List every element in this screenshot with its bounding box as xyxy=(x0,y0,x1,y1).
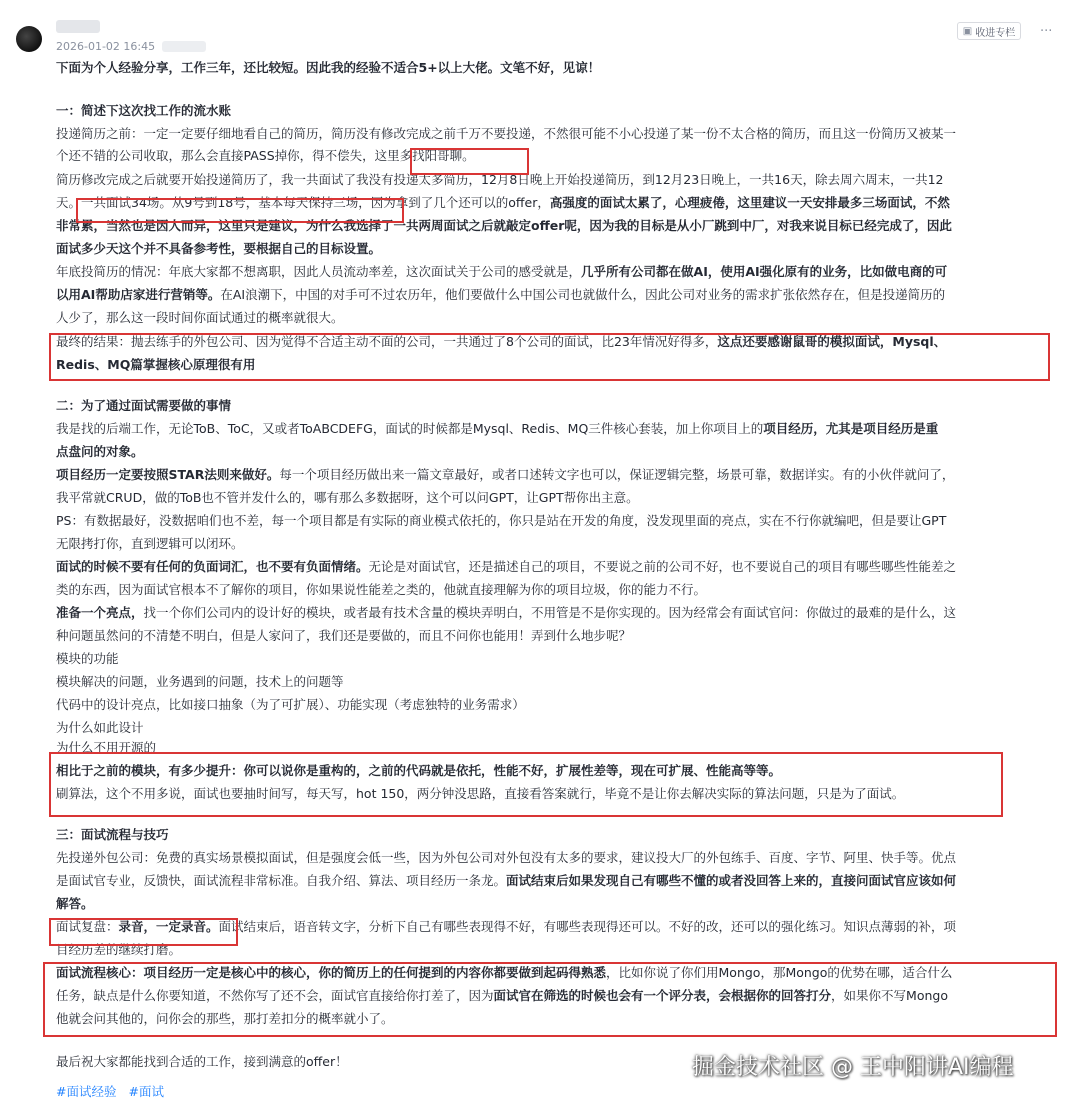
text-segment: 面试结束后，语音转文字，分析下自己有哪些表现得不好，有哪些表现得还可以。不好的改，还可以的强化练习。知识点薄弱的补，项 xyxy=(218,919,957,934)
text-segment: PS：有数据最好，没数据咱们也不差，每一个项目都是有实际的商业模式依托的，你只是站在开发的角度，没发现里面的亮点，实在不行你就编吧，但是要让GPT xyxy=(56,513,947,528)
collect-to-column-button[interactable] xyxy=(957,22,1021,40)
folder-icon: ▣ xyxy=(962,25,973,37)
text-segment: 高强度的面试太累了，心理疲倦，这里建议一天安排最多三场面试，不然 xyxy=(549,195,950,210)
text-segment: 为什么不用开源的 xyxy=(56,740,157,755)
text-segment: 种问题虽然问的不清楚不明白，但是人家问了，我们还是要做的，而且不问你也能用！弄到什么地步呢？ xyxy=(56,628,632,643)
text-line xyxy=(56,871,956,891)
text-line xyxy=(56,170,944,190)
tag-interview-experience[interactable]: #面试经验 xyxy=(56,1084,117,1099)
text-line xyxy=(56,603,956,623)
text-segment: 项目经历，尤其是项目经历是重 xyxy=(763,421,939,436)
text-segment: 类的东西，因为面试官根本不了解你的项目，你如果说性能差之类的，他就直接理解为你的项目垃圾，你的能力不行。 xyxy=(56,582,707,597)
text-segment: 年底投简历的情况：年底大家都不想离职，因此人员流动率差，这次面试关于公司的感受就是， xyxy=(56,264,582,279)
text-line xyxy=(56,355,255,375)
author-name-redacted[interactable] xyxy=(56,20,100,33)
text-line xyxy=(56,193,950,213)
text-line xyxy=(56,308,344,328)
text-segment: 面试流程核心：项目经历一定是核心中的核心，你的简历上的任何提到的内容你都要做到起码得熟悉 xyxy=(56,965,607,980)
text-segment: 是面试官专业，反馈快，面试流程非常标准。自我介绍、算法、项目经历一条龙。 xyxy=(56,873,507,888)
text-segment: 面试多少天这个并不具备参考性，要根据自己的目标设置。 xyxy=(56,241,382,256)
text-line xyxy=(56,917,956,937)
text-segment: 点盘问的对象。 xyxy=(56,444,144,459)
text-segment: 解答。 xyxy=(56,896,94,911)
text-segment: 无论是对面试官，还是描述自己的项目，不要说之前的公司不好，也不要说自己的项目有哪些哪些性能差之 xyxy=(368,559,957,574)
text-segment: 他就会问其他的，问你会的那些，那打差扣分的概率就小了。 xyxy=(56,1011,394,1026)
text-segment: 准备一个亮点， xyxy=(56,605,144,620)
tag-list xyxy=(56,1082,172,1100)
text-line xyxy=(56,695,525,715)
text-line xyxy=(56,442,144,462)
watermark: 掘金技术社区 @ 王中阳讲AI编程 xyxy=(692,1055,1014,1080)
text-segment: 项目经历一定要按照STAR法则来做好。 xyxy=(56,467,280,482)
text-line xyxy=(56,761,781,781)
text-line xyxy=(56,626,631,646)
text-line xyxy=(56,216,952,236)
text-segment: 面试的时候不要有任何的负面词汇，也不要有负面情绪。 xyxy=(56,559,369,574)
text-line xyxy=(56,262,947,282)
text-line xyxy=(56,58,600,78)
text-line xyxy=(56,396,231,416)
text-segment: 我是找的后端工作，无论ToB、ToC，又或者ToABCDEFG，面试的时候都是Mysql、Redis、MQ三件核心套装，加上你项目上的 xyxy=(56,421,764,436)
text-line xyxy=(56,848,956,868)
text-segment: 天。一共面试34场。从9号到18号，基本每天保持三场，因为拿到了几个还可以的offer， xyxy=(56,195,550,210)
text-segment: 任务，缺点是什么你要知道，不然你写了还不会，面试官直接给你打差了，因为 xyxy=(56,988,494,1003)
text-segment: 二：为了通过面试需要做的事情 xyxy=(56,398,232,413)
text-segment: 相比于之前的模块，有多少提升：你可以说你是重构的，之前的代码就是依托，性能不好，扩展性差等，现在可扩展、性能高等等。 xyxy=(56,763,782,778)
text-line xyxy=(56,465,954,485)
text-line xyxy=(56,239,381,259)
text-line xyxy=(56,1052,348,1072)
text-segment: 以用AI帮助店家进行营销等。 xyxy=(56,287,221,302)
text-line xyxy=(56,124,956,144)
text-segment: 为什么如此设计 xyxy=(56,720,144,735)
text-segment: 面试结束后如果发现自己有哪些不懂的或者没回答上来的，直接问面试官应该如何 xyxy=(506,873,957,888)
text-segment: 录音，一定录音。 xyxy=(118,919,219,934)
text-line xyxy=(56,419,938,439)
text-segment: 无限拷打你，直到逻辑可以闭环。 xyxy=(56,536,244,551)
text-segment: 个还不错的公司收取，那么会直接PASS掉你，得不偿失，这里多找阳哥聊。 xyxy=(56,148,475,163)
more-options-icon[interactable]: ··· xyxy=(1040,24,1053,39)
text-segment: 最终的结果：抛去练手的外包公司、因为觉得不合适主动不面的公司，一共通过了8个公司的面试，比23年情况好得多， xyxy=(56,334,718,349)
text-segment: Redis、MQ篇掌握核心原理很有用 xyxy=(56,357,256,372)
text-segment: 几乎所有公司都在做AI，使用AI强化原有的业务，比如做电商的可 xyxy=(581,264,948,279)
avatar[interactable] xyxy=(16,26,42,52)
text-segment: 三：面试流程与技巧 xyxy=(56,827,169,842)
post-timestamp: 2026-01-02 16:45 xyxy=(56,40,156,53)
text-segment: 每一个项目经历做出来一篇文章最好，或者口述转文字也可以，保证逻辑完整，场景可靠，数据详实。有的小伙伴就问了， xyxy=(279,467,955,482)
text-segment: 最后祝大家都能找到合适的工作，接到满意的offer！ xyxy=(56,1054,348,1069)
text-segment: 投递简历之前：一定一定要仔细地看自己的简历，简历没有修改完成之前千万不要投递，不然很可能不小心投递了某一份不太合格的简历，而且这一份简历又被某一 xyxy=(56,126,957,141)
text-segment: 代码中的设计亮点，比如接口抽象（为了可扩展）、功能实现（考虑独特的业务需求） xyxy=(56,697,525,712)
meta-redacted xyxy=(162,41,206,52)
text-segment: 模块的功能 xyxy=(56,651,119,666)
text-line xyxy=(56,986,948,1006)
text-line xyxy=(56,101,231,121)
text-segment: 一：简述下这次找工作的流水账 xyxy=(56,103,232,118)
text-line xyxy=(56,940,181,960)
text-segment: 非常累，当然也是因人而异，这里只是建议，为什么我选择了一共两周面试之后就敲定offer呢，因为我的目标是从小厂跳到中厂，对我来说目标已经完成了，因此 xyxy=(56,218,952,233)
text-segment: 面试官在筛选的时候也会有一个评分表，会根据你的回答打分 xyxy=(493,988,832,1003)
text-segment: 先投递外包公司：免费的真实场景模拟面试，但是强度会低一些，因为外包公司对外包没有太多的要求，建议投大厂的外包练手、百度、字节、阿里、快手等。优点 xyxy=(56,850,957,865)
text-line xyxy=(56,963,952,983)
text-segment: 人少了，那么这一段时间你面试通过的概率就很大。 xyxy=(56,310,344,325)
text-line xyxy=(56,332,946,352)
tag-interview[interactable]: #面试 xyxy=(128,1084,164,1099)
text-segment: 这点还要感谢鼠哥的模拟面试，Mysql、 xyxy=(717,334,947,349)
text-segment: 面试复盘： xyxy=(56,919,119,934)
text-line xyxy=(56,511,946,531)
text-line xyxy=(56,738,156,758)
text-line xyxy=(56,649,119,669)
text-segment: 简历修改完成之后就要开始投递简历了，我一共面试了我没有投递太多简历，12月8日晚上开始投递简历，到12月23日晚上，一共16天，除去周六周末，一共12 xyxy=(56,172,944,187)
text-line xyxy=(56,580,706,600)
text-line xyxy=(56,488,639,508)
text-line xyxy=(56,894,94,914)
text-segment: 找一个你们公司内的设计好的模块，或者最有技术含量的模块弄明白，不用管是不是你实现的。因为经常会有面试官问：你做过的最难的是什么，这 xyxy=(143,605,957,620)
text-line xyxy=(56,825,169,845)
text-segment: ，比如你说了你们用Mongo，那Mongo的优势在哪，适合什么 xyxy=(606,965,953,980)
text-line xyxy=(56,285,945,305)
text-segment: 下面为个人经验分享，工作三年，还比较短。因此我的经验不适合5+以上大佬。文笔不好，见谅！ xyxy=(56,60,601,75)
text-line xyxy=(56,1009,394,1029)
text-segment: 刷算法，这个不用多说，面试也要抽时间写，每天写，hot 150，两分钟没思路，直接看答案就行，毕竟不是让你去解决实际的算法问题，只是为了面试。 xyxy=(56,786,905,801)
text-line xyxy=(56,557,956,577)
text-line xyxy=(56,784,904,804)
text-segment: 在AI浪潮下，中国的对手可不过农历年，他们要做什么中国公司也就做什么，因此公司对业务的需求扩张依然存在，但是投递简历的 xyxy=(220,287,946,302)
text-line xyxy=(56,672,344,692)
text-line xyxy=(56,718,144,738)
collect-label: 收进专栏 xyxy=(975,27,1016,39)
text-segment: ，如果你不写Mongo xyxy=(831,988,948,1003)
text-segment: 我平常就CRUD，做的ToB也不管并发什么的，哪有那么多数据呀，这个可以问GPT，让GPT帮你出主意。 xyxy=(56,490,639,505)
text-line xyxy=(56,534,244,554)
text-line xyxy=(56,146,475,166)
text-segment: 模块解决的问题，业务遇到的问题，技术上的问题等 xyxy=(56,674,344,689)
text-segment: 目经历差的继续打磨。 xyxy=(56,942,182,957)
